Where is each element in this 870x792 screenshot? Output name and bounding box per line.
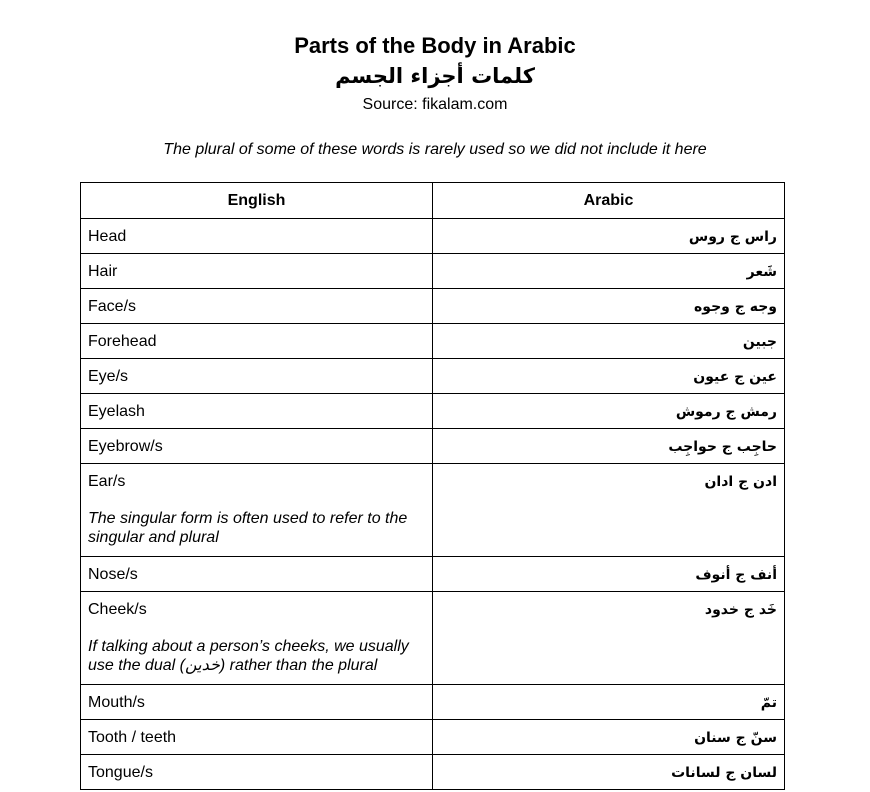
table-body [81,219,785,790]
english-word: Ear/s [88,473,126,490]
arabic-cell: ادن ج ادان [433,464,785,557]
table-row [81,219,785,254]
arabic-cell: حاجِب ج حواجِب [433,429,785,464]
english-cell [81,394,433,429]
table-row [81,289,785,324]
english-cell [81,324,433,359]
table-row [81,557,785,592]
english-word: Hair [88,263,118,280]
english-cell [81,219,433,254]
english-cell [81,289,433,324]
usage-note: If talking about a person’s cheeks, we usually use the dual (خدين) rather than the plural [88,638,409,674]
english-cell [81,429,433,464]
table-row [81,755,785,790]
arabic-cell: لسان ج لسانات [433,755,785,790]
english-word: Mouth/s [88,694,145,711]
arabic-cell: عين ج عيون [433,359,785,394]
english-word: Nose/s [88,566,138,583]
page-title: Parts of the Body in Arabic [294,33,576,58]
english-word: Eye/s [88,368,129,385]
english-cell [81,720,433,755]
vocabulary-table [80,182,785,790]
arabic-cell: خَد ج خدود [433,592,785,685]
english-cell [81,592,433,685]
column-header-arabic: Arabic [433,183,785,219]
english-word: Face/s [88,298,137,315]
english-cell [81,755,433,790]
english-word: Eyelash [88,403,145,420]
english-word: Tooth / teeth [88,729,177,746]
english-cell [81,359,433,394]
english-word: Head [88,228,127,245]
english-word: Tongue/s [88,764,153,781]
arabic-cell: شَعر [433,254,785,289]
english-cell [81,254,433,289]
english-word: Cheek/s [88,601,147,618]
table-row [81,429,785,464]
table-row [81,254,785,289]
table-row [81,359,785,394]
usage-note: The singular form is often used to refer to the singular and plural [88,510,408,546]
arabic-title: كلمات أجزاء الجسم [335,64,535,88]
table-header-row [81,183,785,219]
table-row [81,720,785,755]
table-row [81,324,785,359]
english-cell [81,557,433,592]
arabic-cell: جبين [433,324,785,359]
table-row [81,685,785,720]
table-row [81,464,785,557]
arabic-cell: رمش ج رموش [433,394,785,429]
english-cell [81,685,433,720]
intro-note: The plural of some of these words is rarely used so we did not include it here [163,141,707,158]
english-cell [81,464,433,557]
table-row [81,394,785,429]
arabic-cell: سنّ ج سنان [433,720,785,755]
arabic-cell: تمّ [433,685,785,720]
english-word: Eyebrow/s [88,438,163,455]
column-header-english: English [81,183,433,219]
arabic-cell: أنف ج أنوف [433,557,785,592]
arabic-cell: وجه ج وجوه [433,289,785,324]
english-word: Forehead [88,333,157,350]
source-line: Source: fikalam.com [362,96,508,113]
table-row [81,592,785,685]
arabic-cell: راس ج روس [433,219,785,254]
